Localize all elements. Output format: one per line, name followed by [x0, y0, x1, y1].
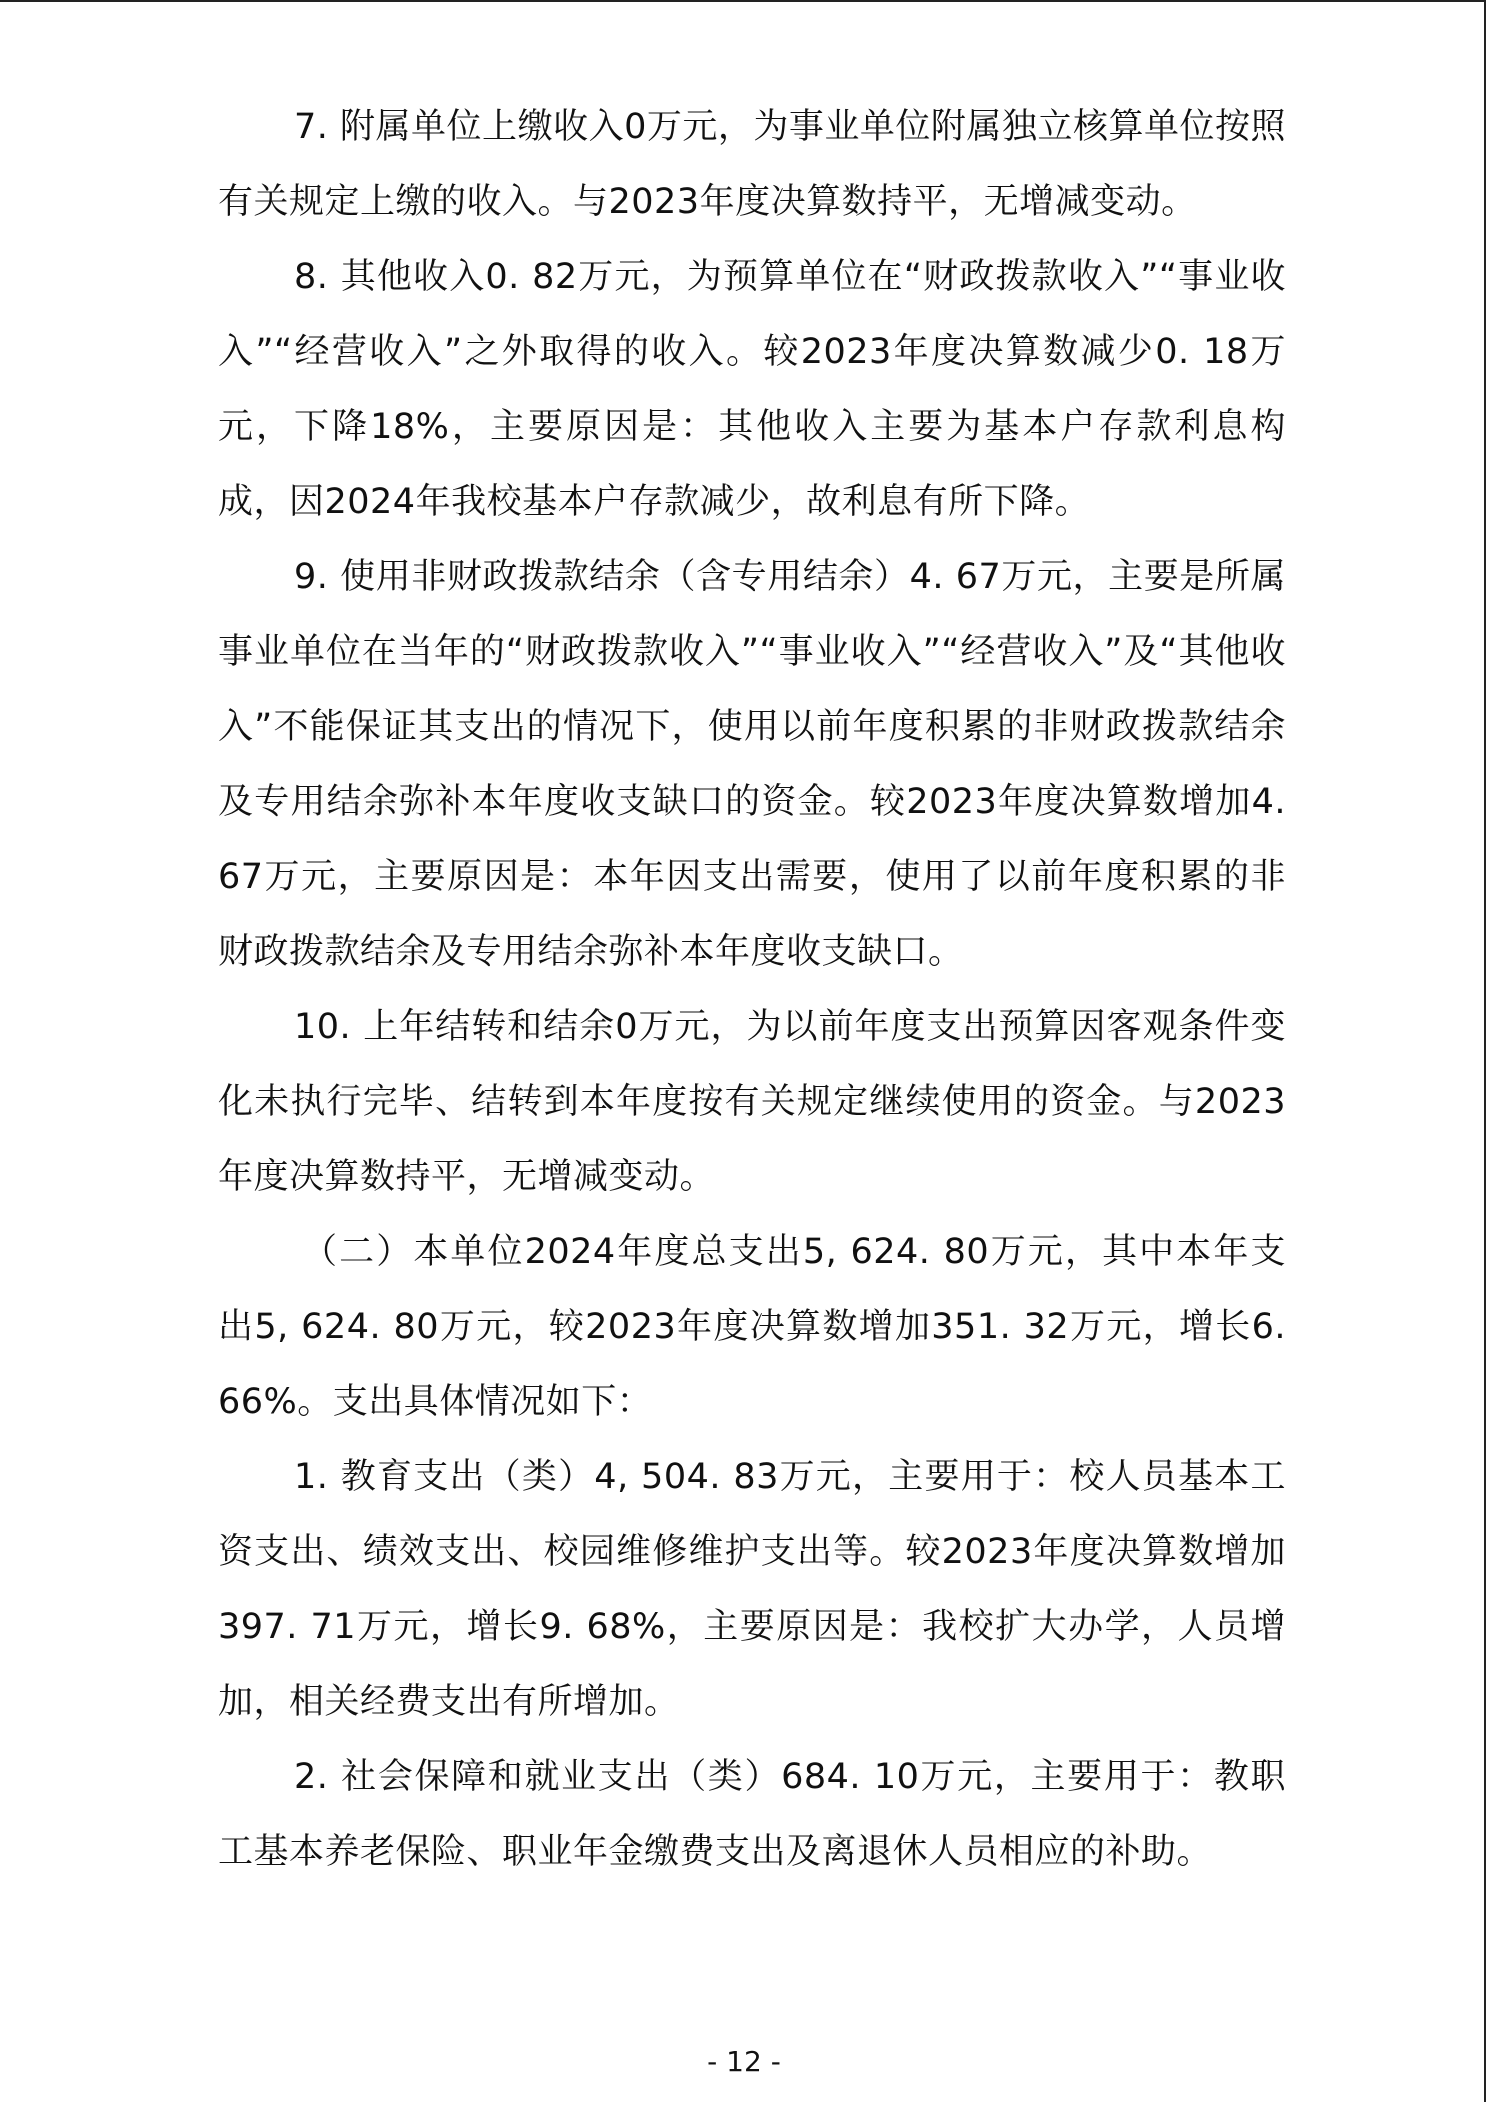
page-number: - 12 - — [707, 2045, 781, 2078]
paragraph-affiliated-income: 7. 附属单位上缴收入0万元，为事业单位附属独立核算单位按照有关规定上缴的收入。与2023年度决算数持平，无增减变动。 — [218, 107, 1286, 222]
paragraph-total-expenditure: （二）本单位2024年度总支出5, 624. 80万元，其中本年支出5, 624. 80万元，较2023年度决算数增加351. 32万元，增长6. 66%。支出具体情况如下： — [218, 1232, 1286, 1422]
paragraph-other-income: 8. 其他收入0. 82万元，为预算单位在“财政拨款收入”“事业收入”“经营收入”之外取得的收入。较2023年度决算数减少0. 18万元，下降18%，主要原因是：其他收入主要为基本户存款利息构成，因2024年我校基本户存款减少，故利息有所下降。 — [218, 257, 1286, 522]
paragraph-social-security-expenditure: 2. 社会保障和就业支出（类）684. 10万元，主要用于：教职工基本养老保险、职业年金缴费支出及离退休人员相应的补助。 — [218, 1757, 1286, 1872]
paragraph-non-fiscal-surplus: 9. 使用非财政拨款结余（含专用结余）4. 67万元，主要是所属事业单位在当年的“财政拨款收入”“事业收入”“经营收入”及“其他收入”不能保证其支出的情况下，使用以前年度积累的非财政拨款结余及专用结余弥补本年度收支缺口的资金。较2023年度决算数增加4. 67万元，主要原因是：本年因支出需要，使用了以前年度积累的非财政拨款结余及专用结余弥补本年度收支缺口。 — [218, 557, 1286, 972]
document-body — [218, 90, 1286, 1890]
paragraph-carryover: 10. 上年结转和结余0万元，为以前年度支出预算因客观条件变化未执行完毕、结转到本年度按有关规定继续使用的资金。与2023年度决算数持平，无增减变动。 — [218, 1007, 1286, 1197]
paragraph-education-expenditure: 1. 教育支出（类）4, 504. 83万元，主要用于：校人员基本工资支出、绩效支出、校园维修维护支出等。较2023年度决算数增加397. 71万元，增长9. 68%，主要原因是：我校扩大办学，人员增加，相关经费支出有所增加。 — [218, 1457, 1286, 1722]
